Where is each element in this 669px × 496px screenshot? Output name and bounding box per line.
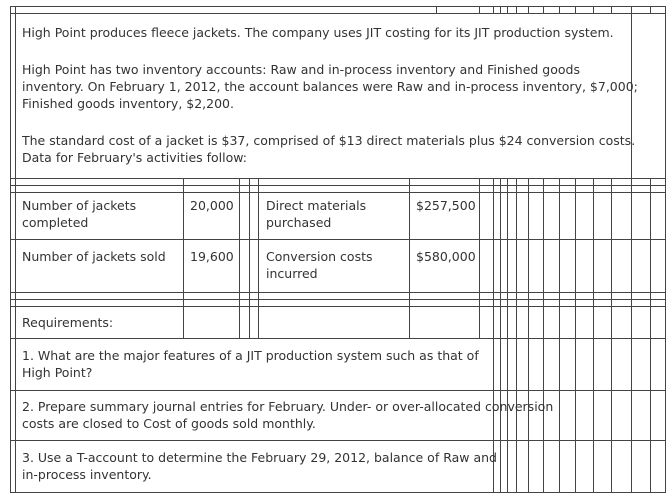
intro-para2-line-1: High Point has two inventory accounts: Raw and in-process inventory and Finished goods <box>22 62 580 77</box>
intro-para2-line-3: Finished goods inventory, $2,200. <box>22 96 234 111</box>
requirements-heading: Requirements: <box>22 315 114 330</box>
requirement-1-line-2: High Point? <box>22 365 93 380</box>
row1-value: 20,000 <box>190 198 234 213</box>
requirement-3-line-1: 3. Use a T-account to determine the February 29, 2012, balance of Raw and <box>22 450 497 465</box>
row1-label-line-1: Number of jackets <box>22 198 137 213</box>
row2-amount: $580,000 <box>416 249 476 264</box>
requirement-1-line-1: 1. What are the major features of a JIT production system such as that of <box>22 348 479 363</box>
requirement-2-line-2: costs are closed to Cost of goods sold monthly. <box>22 416 316 431</box>
row2-item-line-2: incurred <box>266 266 318 281</box>
intro-para2-line-2: inventory. On February 1, 2012, the account balances were Raw and in-process inventory, $7,000; <box>22 79 638 94</box>
intro-para3-line-1: The standard cost of a jacket is $37, comprised of $13 direct materials plus $24 conversion costs. <box>22 133 636 148</box>
row2-item-line-1: Conversion costs <box>266 249 373 264</box>
requirement-2-line-1: 2. Prepare summary journal entries for February. Under- or over-allocated conversion <box>22 399 554 414</box>
row2-label-line-1: Number of jackets sold <box>22 249 166 264</box>
row1-amount: $257,500 <box>416 198 476 213</box>
intro-para3-line-2: Data for February's activities follow: <box>22 150 248 165</box>
requirement-3-line-2: in-process inventory. <box>22 467 152 482</box>
row1-item-line-1: Direct materials <box>266 198 367 213</box>
intro-line-1: High Point produces fleece jackets. The company uses JIT costing for its JIT production system. <box>22 25 614 40</box>
row1-item-line-2: purchased <box>266 215 332 230</box>
row1-label-line-2: completed <box>22 215 89 230</box>
row2-value: 19,600 <box>190 249 234 264</box>
